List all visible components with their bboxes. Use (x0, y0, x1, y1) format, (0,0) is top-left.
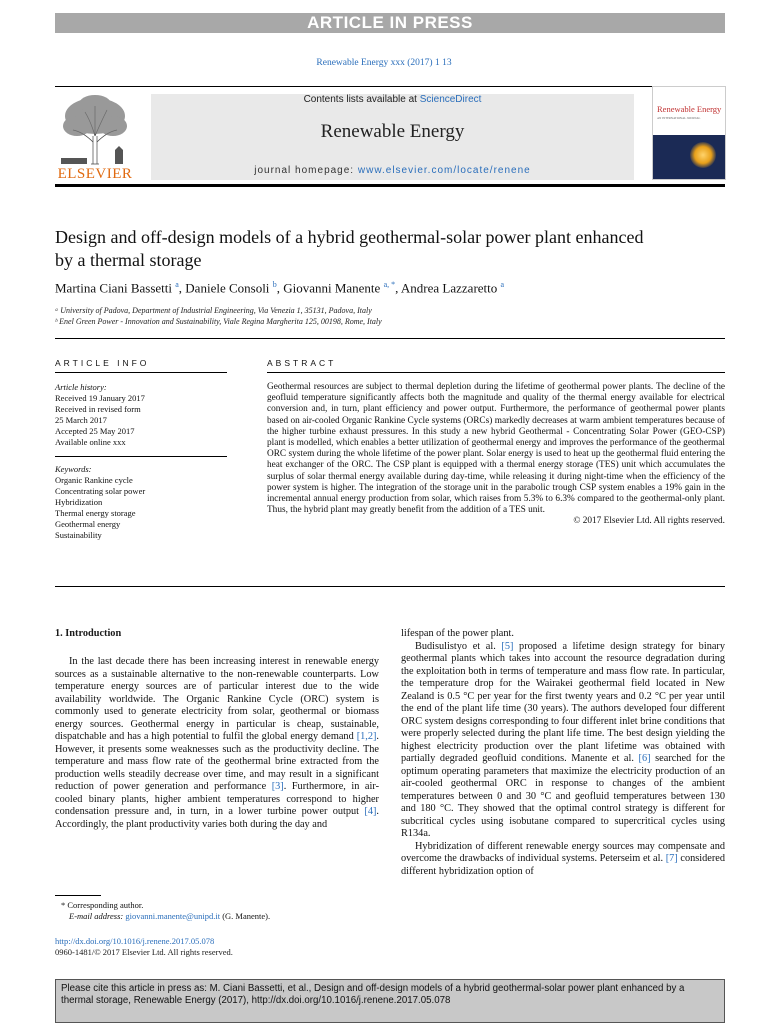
history-item: Received in revised form (55, 404, 141, 414)
cover-subtitle: AN INTERNATIONAL JOURNAL (657, 116, 701, 120)
author-affil-link[interactable]: b (272, 280, 277, 289)
article-history (55, 382, 227, 448)
contents-lists-line (151, 94, 634, 105)
reference-link[interactable]: [4] (364, 806, 377, 817)
corresponding-label: * Corresponding author. (61, 900, 144, 910)
abstract-rule (267, 372, 725, 373)
header-rule-top (55, 86, 725, 87)
body-left-column (55, 656, 379, 831)
keyword-item: Geothermal energy (55, 519, 121, 529)
affiliation-a: ᵃ University of Padova, Department of Industrial Engineering, Via Venezia 1, 35131, Padova, Italy (55, 306, 372, 315)
history-item: Accepted 25 May 2017 (55, 426, 135, 436)
author-name: Giovanni Manente (283, 280, 381, 296)
author-name: Daniele Consoli (185, 280, 270, 296)
abstract-heading: ABSTRACT (267, 358, 337, 368)
email-line: E-mail address: giovanni.manente@unipd.it (G. Manente). (69, 911, 271, 921)
continued-paragraph: lifespan of the power plant. (401, 628, 514, 639)
abstract-body (267, 382, 725, 528)
abstract-copyright: © 2017 Elsevier Ltd. All rights reserved. (573, 516, 725, 527)
intro-paragraph: In the last decade there has been increasing interest in renewable energy sources as a sustainable alternative to the non-renewable counterparts. Low temperature energy sources are of particular interest due to the wide availability worldwide. The Organic Rankine Cycle (ORC) system is commonly used to generate electricity from solar, geothermal or biomass energy sources. Geothermal energy in particular is cheap, sustainable, dispatchable and has a high potential to fulfil the global energy demand [1,2]. However, it presents some weaknesses such as the productivity decline. The temperature and mass flow rate of the geothermal brine extracted from the production wells steadily decrease over time, and may result in a significant reduction of power generation and performance [3]. Furthermore, in air-cooled binary plants, higher ambient temperatures correspond to higher condensation pressure and, in turn, in a lower turbine power output [4]. Accordingly, the plant productivity varies both during the day and (55, 656, 380, 830)
cover-sun-icon (690, 142, 716, 168)
please-cite-box: Please cite this article in press as: M. Ciani Bassetti, et al., Design and off-design models of a hybrid geothermal-solar power plant enhanced by a thermal storage, Renewable Energy (2017), http://dx.doi.org/10.1016/j.renene.2017.05.078 (55, 979, 725, 1023)
journal-cover-thumbnail (652, 86, 726, 180)
article-in-press-banner: ARTICLE IN PRESS (55, 13, 725, 33)
author-name: Andrea Lazzaretto (400, 280, 498, 296)
intro-paragraph: Budisulistyo et al. [5] proposed a lifetime design strategy for binary geothermal plants which takes into account the resource degradation during the exploitation both in terms of temperature and mass flow rate. In particular, the temperature drop for the Wairakei geothermal field located in New Zealand is 0.5 °C per year for the first twenty years and 0.2 °C per year until the end of the plant life time (30 years). The authors developed four different ORC system designs corresponding to four different inlet brine conditions that were properly selected during the plant life time. The best design yielding the highest electricity production over the plant lifetime was obtained with partially degraded geofluid conditions. Manente et al. [6] searched for the optimum operating parameters that maximize the electricity production of an air-cooled geothermal ORC in response to changes of the ambient temperatures between 0 and 30 °C and geofluid temperatures between 130 and 180 °C. They showed that the optimal control strategy is different for subcritical cycles using isobutane compared to supercritical cycles using R134a. (401, 640, 725, 839)
elsevier-wordmark: ELSEVIER (57, 166, 133, 182)
author-affil-link[interactable]: a (175, 280, 179, 289)
author-name: Martina Ciani Bassetti (55, 280, 172, 296)
reference-link[interactable]: [6] (638, 753, 651, 764)
author-list: Martina Ciani Bassetti $^a$, Daniele Consoli $^b$, Giovanni Manente $^{a, *}$, Andrea Lazzaretto $^a$ (55, 280, 505, 296)
keyword-item: Hybridization (55, 497, 103, 507)
issn-line: 0960-1481/© 2017 Elsevier Ltd. All rights reserved. (55, 947, 233, 957)
keywords-rule (55, 456, 227, 457)
keyword-item: Organic Rankine cycle (55, 475, 133, 485)
affiliation-rule (55, 338, 725, 339)
history-label: Article history: (55, 382, 107, 392)
article-title: Design and off-design models of a hybrid geothermal-solar power plant enhanced by a thermal storage (55, 227, 644, 270)
history-item: Received 19 January 2017 (55, 393, 145, 403)
journal-title: Renewable Energy (320, 121, 465, 142)
keywords-label: Keywords: (55, 464, 92, 474)
keywords-block (55, 464, 227, 541)
introduction-heading: 1. Introduction (55, 628, 122, 639)
doi-link[interactable]: http://dx.doi.org/10.1016/j.renene.2017.05.078 (55, 936, 215, 946)
keyword-item: Concentrating solar power (55, 486, 146, 496)
homepage-prefix: journal homepage: (254, 165, 358, 176)
history-item: Available online xxx (55, 437, 126, 447)
body-right-column (401, 628, 725, 878)
footnote-rule (55, 895, 101, 896)
reference-link[interactable]: [7] (665, 853, 678, 864)
keyword-item: Sustainability (55, 530, 102, 540)
contents-prefix: Contents lists available at (303, 94, 420, 105)
abstract-text: Geothermal resources are subject to thermal depletion during the lifetime of geothermal power plants. The decline of the geofluid temperature significantly affects both the magnitude and quality of the thermal energy available for electrical conversion and, in turn, plant efficiency and power output. Furthermore, the performance of geothermal power plants based on air-cooled Organic Rankine Cycle systems (ORCs) markedly decreases at warm ambient temperatures because of the higher turbine exhaust pressures. In this study a new hybrid Geothermal - Concentrating Solar Power (GEO-CSP) plant is modelled, which enables a better utilization of geothermal energy and improves the performance of the geothermal ORC system during the whole lifetime of the power plant. Solar energy is used to heat up the geothermal fluid entering the heat exchanger of the ORC. The CSP plant is equipped with a thermal energy storage (TES) unit which accumulates the surplus of solar thermal energy available during day-time, while releasing it during night-time when the efficiency of the power system is higher. The integration of the storage unit in the parabolic trough CSP system enables a 19% gain in the incremental annual energy production from solar, which raises from 5.3% to 6.3% compared to the geothermal-only plant. Thus, the hybrid plant may greatly benefit from the addition of a TES unit. (267, 382, 725, 516)
email-link[interactable]: giovanni.manente@unipd.it (125, 911, 221, 921)
reference-link[interactable]: [3] (271, 781, 284, 792)
journal-homepage-link[interactable]: www.elsevier.com/locate/renene (357, 165, 531, 176)
journal-citation-line[interactable]: Renewable Energy xxx (2017) 1 13 (316, 58, 452, 68)
keyword-item: Thermal energy storage (55, 508, 136, 518)
article-info-heading: ARTICLE INFO (55, 358, 150, 368)
author-affil-link[interactable]: a (500, 280, 505, 289)
abstract-bottom-rule (55, 586, 725, 587)
reference-link[interactable]: [5] (501, 640, 514, 652)
author-affil-link[interactable]: a, * (383, 280, 396, 289)
article-info-rule (55, 372, 227, 373)
header-rule-bottom (55, 184, 725, 187)
doi-block (55, 936, 233, 958)
cover-title: Renewable Energy (657, 104, 722, 114)
history-item: 25 March 2017 (55, 415, 107, 425)
intro-paragraph: Hybridization of different renewable energy sources may compensate and overcome the drawbacks of individual systems. Peterseim et al. [7] considered different hybridization option of (401, 840, 725, 877)
journal-homepage-line (151, 165, 634, 176)
affiliation-b: ᵇ Enel Green Power - Innovation and Sustainability, Viale Regina Margherita 125, 00198, Rome, Italy (55, 317, 382, 326)
reference-link[interactable]: [1,2] (356, 731, 377, 742)
sciencedirect-link[interactable]: ScienceDirect (419, 94, 482, 105)
corresponding-author-footnote (55, 900, 270, 922)
